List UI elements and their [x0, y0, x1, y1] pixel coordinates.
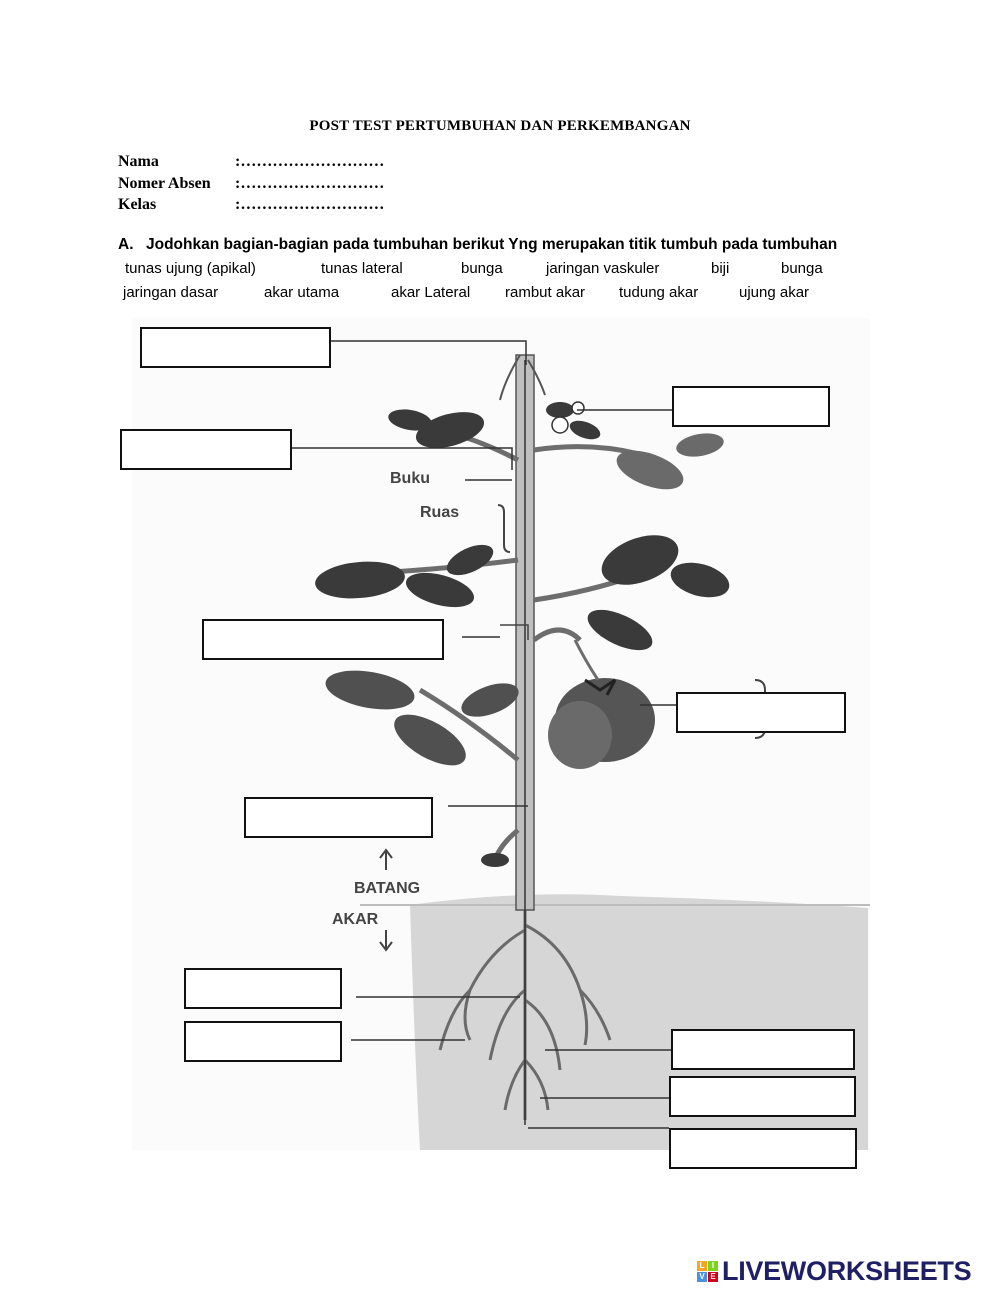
worksheet-title: POST TEST PERTUMBUHAN DAN PERKEMBANGAN: [309, 118, 691, 134]
word-bank-item: bunga: [781, 260, 823, 277]
instruction-text: Jodohkan bagian-bagian pada tumbuhan berikut Yng merupakan titik tumbuh pada tumbuhan: [146, 236, 838, 253]
instruction-number: A.: [118, 236, 134, 253]
label-buku: Buku: [390, 470, 430, 487]
word-bank-item: jaringan vaskuler: [546, 260, 660, 277]
word-bank-item: rambut akar: [505, 284, 586, 301]
logo-text: LIVEWORKSHEETS: [722, 1255, 972, 1286]
word-bank-item: tunas ujung (apikal): [125, 260, 256, 277]
class-label: Kelas: [118, 196, 157, 213]
label-ruas: Ruas: [420, 504, 460, 521]
class-field[interactable]: :………………………: [235, 196, 385, 213]
logo-mark-icon: L I V E: [697, 1261, 718, 1282]
word-bank-item: biji: [711, 260, 730, 277]
word-bank-item: tudung akar: [619, 284, 699, 301]
absence-number-field[interactable]: :………………………: [235, 175, 385, 192]
word-bank-item: ujung akar: [739, 284, 810, 301]
word-bank-item: akar utama: [264, 284, 340, 301]
answer-box-10[interactable]: [669, 1076, 856, 1117]
absence-number-label: Nomer Absen: [118, 175, 211, 192]
answer-box-2[interactable]: [672, 386, 830, 427]
answer-box-6[interactable]: [244, 797, 433, 838]
answer-box-3[interactable]: [120, 429, 292, 470]
name-label: Nama: [118, 153, 159, 170]
liveworksheets-logo: [697, 1254, 971, 1288]
answer-box-9[interactable]: [671, 1029, 855, 1070]
word-bank-item: jaringan dasar: [123, 284, 219, 301]
word-bank-item: akar Lateral: [391, 284, 471, 301]
label-batang: BATANG: [354, 880, 421, 897]
name-field[interactable]: :………………………: [235, 153, 385, 170]
answer-box-7[interactable]: [184, 968, 342, 1009]
answer-box-1[interactable]: [140, 327, 331, 368]
answer-box-8[interactable]: [184, 1021, 342, 1062]
word-bank-item: tunas lateral: [321, 260, 403, 277]
answer-box-4[interactable]: [202, 619, 444, 660]
word-bank-item: bunga: [461, 260, 503, 277]
label-akar: AKAR: [332, 911, 379, 928]
answer-box-11[interactable]: [669, 1128, 857, 1169]
answer-box-5[interactable]: [676, 692, 846, 733]
